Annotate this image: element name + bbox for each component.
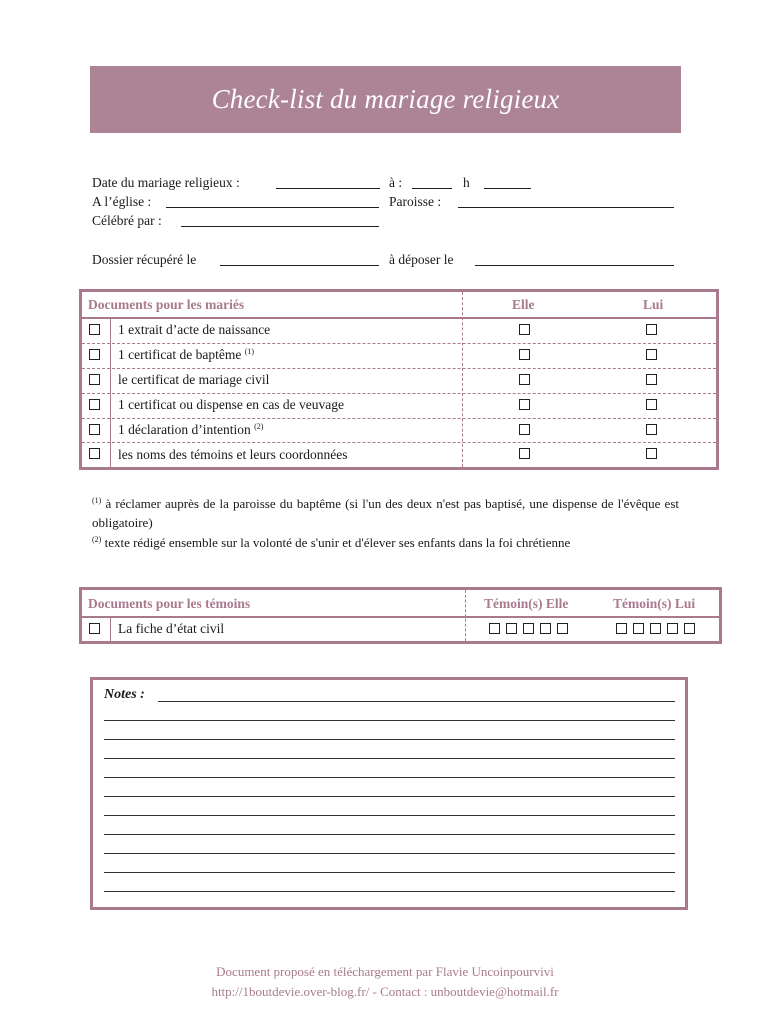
header-divider xyxy=(82,616,719,618)
table-row-text: les noms des témoins et leurs coordonnées xyxy=(118,447,348,462)
elle-checkbox[interactable] xyxy=(519,324,530,335)
temoin-elle-checkbox[interactable] xyxy=(489,623,500,634)
elle-checkbox[interactable] xyxy=(519,424,530,435)
row-divider xyxy=(82,393,716,394)
table-row-text: le certificat de mariage civil xyxy=(118,372,270,387)
table-maries-header: Documents pour les mariés xyxy=(88,297,245,312)
footnote-1-text: à réclamer auprès de la paroisse du baptême (si l'un des deux n'est pas baptisé, une dispense de l'évêque est obligatoire) xyxy=(92,496,680,530)
elle-checkbox[interactable] xyxy=(519,448,530,459)
minute-field[interactable] xyxy=(484,177,531,189)
row-checkbox[interactable] xyxy=(89,448,100,459)
title-banner xyxy=(90,66,681,133)
temoin-lui-checkbox[interactable] xyxy=(633,623,644,634)
note-line xyxy=(104,853,675,854)
col-temoin-elle-header: Témoin(s) Elle xyxy=(484,596,569,611)
date-field[interactable] xyxy=(276,177,380,189)
row-divider xyxy=(82,442,716,443)
date-label: Date du mariage religieux : xyxy=(92,175,240,190)
celebrated-label: Célébré par : xyxy=(92,213,162,228)
date-line xyxy=(92,175,240,191)
temoin-elle-checkbox[interactable] xyxy=(540,623,551,634)
row-divider xyxy=(82,418,716,419)
lui-checkbox[interactable] xyxy=(646,448,657,459)
notes-label: Notes : xyxy=(104,687,145,702)
temoin-lui-checkbox[interactable] xyxy=(684,623,695,634)
file-date-field[interactable] xyxy=(220,254,379,266)
footnote-1 xyxy=(92,491,679,532)
notes-box[interactable] xyxy=(90,677,688,910)
note-line xyxy=(104,720,675,721)
temoin-elle-checkbox[interactable] xyxy=(506,623,517,634)
church-field[interactable] xyxy=(166,196,379,208)
elle-checkbox[interactable] xyxy=(519,349,530,360)
row-divider xyxy=(82,368,716,369)
lui-checkbox[interactable] xyxy=(646,374,657,385)
note-line xyxy=(158,701,675,702)
file-label: Dossier récupéré le xyxy=(92,252,197,267)
footnote-2-text: texte rédigé ensemble sur la volonté de s'unir et d'élever ses enfants dans la foi chrétienne xyxy=(104,535,571,550)
temoin-elle-checkbox[interactable] xyxy=(557,623,568,634)
credit-line-2[interactable]: http://1boutdevie.over-blog.fr/ - Contact : unboutdevie@hotmail.fr xyxy=(211,984,559,999)
celebrated-field[interactable] xyxy=(181,215,379,227)
credit-line-1: Document proposé en téléchargement par Flavie Uncoinpourvivi xyxy=(216,964,554,979)
temoin-elle-checkboxes xyxy=(489,623,568,634)
col-elle-header: Elle xyxy=(512,297,535,312)
lui-checkbox[interactable] xyxy=(646,324,657,335)
table-row-text: 1 certificat ou dispense en cas de veuvage xyxy=(118,397,345,412)
note-line xyxy=(104,777,675,778)
note-line xyxy=(104,758,675,759)
elle-checkbox[interactable] xyxy=(519,399,530,410)
temoin-lui-checkboxes xyxy=(616,623,695,634)
row-checkbox[interactable] xyxy=(89,623,100,634)
lui-checkbox[interactable] xyxy=(646,349,657,360)
deposit-label: à déposer le xyxy=(389,252,454,267)
table-row-text: 1 extrait d’acte de naissance xyxy=(118,322,271,337)
note-line xyxy=(104,891,675,892)
note-line xyxy=(104,739,675,740)
hour-label: h xyxy=(463,175,470,190)
page-title: Check-list du mariage religieux xyxy=(211,84,560,114)
lui-checkbox[interactable] xyxy=(646,424,657,435)
time-field[interactable] xyxy=(412,177,452,189)
table-temoins-header: Documents pour les témoins xyxy=(88,596,251,611)
checkbox-column-divider xyxy=(110,618,111,641)
row-divider xyxy=(82,343,716,344)
footnote-1-mark: (1) xyxy=(92,496,102,505)
row-checkbox[interactable] xyxy=(89,324,100,335)
temoin-lui-checkbox[interactable] xyxy=(616,623,627,634)
deposit-date-field[interactable] xyxy=(475,254,674,266)
footnote-2 xyxy=(92,530,679,552)
temoin-lui-checkbox[interactable] xyxy=(650,623,661,634)
header-divider xyxy=(82,317,716,319)
temoin-lui-checkbox[interactable] xyxy=(667,623,678,634)
note-line xyxy=(104,796,675,797)
footnote-2-mark: (2) xyxy=(92,535,102,544)
temoins-row-text: La fiche d’état civil xyxy=(118,621,225,636)
parish-field[interactable] xyxy=(458,196,674,208)
row-checkbox[interactable] xyxy=(89,374,100,385)
church-label: A l’église : xyxy=(92,194,152,209)
elle-column-divider xyxy=(462,292,463,467)
note-line xyxy=(104,815,675,816)
note-line xyxy=(104,834,675,835)
elle-column-divider xyxy=(465,590,466,641)
row-checkbox[interactable] xyxy=(89,399,100,410)
elle-checkbox[interactable] xyxy=(519,374,530,385)
footnote-ref: (2) xyxy=(254,422,264,431)
footnote-ref: (1) xyxy=(244,347,255,356)
table-row-text: 1 certificat de baptême $^{(1)}$ xyxy=(118,347,255,362)
col-temoin-lui-header: Témoin(s) Lui xyxy=(613,596,696,611)
table-row-text: 1 déclaration d’intention $^{(2)}$ xyxy=(118,422,264,437)
note-line xyxy=(104,872,675,873)
parish-label: Paroisse : xyxy=(389,194,442,209)
at-label: à : xyxy=(389,175,403,190)
row-checkbox[interactable] xyxy=(89,424,100,435)
col-lui-header: Lui xyxy=(643,297,664,312)
row-checkbox[interactable] xyxy=(89,349,100,360)
temoin-elle-checkbox[interactable] xyxy=(523,623,534,634)
lui-checkbox[interactable] xyxy=(646,399,657,410)
